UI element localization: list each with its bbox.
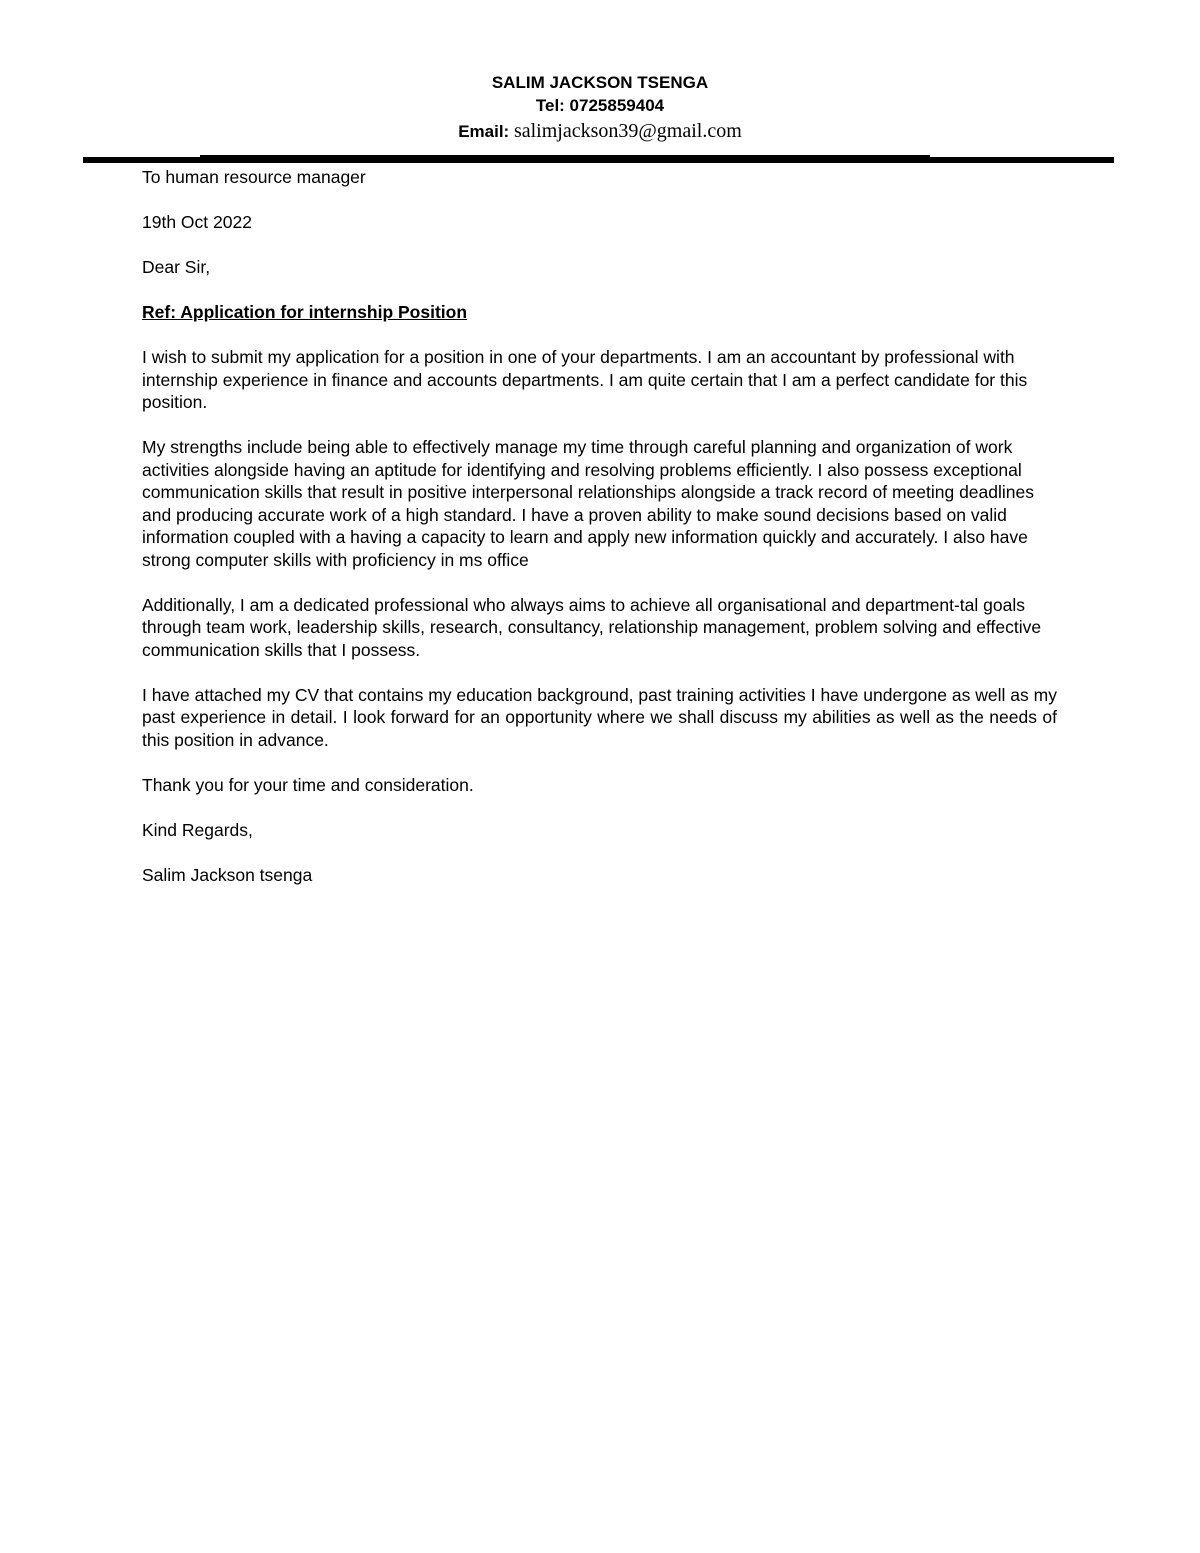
salutation: Dear Sir,	[142, 257, 211, 277]
letterhead-rule	[83, 157, 1114, 163]
signature-line: Salim Jackson tsenga	[142, 864, 313, 885]
letterhead-email	[0, 118, 1200, 145]
subject-line: Ref: Application for internship Position	[142, 302, 468, 322]
email-label: Email:	[458, 122, 510, 141]
paragraph-additionally: Additionally, I am a dedicated professional who always aims to achieve all organisational and department-tal goals through team work, leadership skills, research, consultancy, relationship management, problem solving and effective communication skills that I possess.	[142, 594, 1042, 660]
closing-line: Kind Regards,	[142, 819, 253, 840]
letterhead-tel: Tel: 0725859404	[535, 96, 665, 115]
recipient-line: To human resource manager	[142, 167, 366, 187]
letterhead-name: SALIM JACKSON TSENGA	[491, 73, 709, 92]
paragraph-strengths: My strengths include being able to effectively manage my time through careful planning and organization of work activities alongside having an aptitude for identifying and resolving problems efficiently. I also possess exceptional communication skills that result in positive interpersonal relationships alongside a track record of meeting deadlines and producing accurate work of a high standard. I have a proven ability to make sound decisions based on valid information coupled with a having a capacity to learn and apply new information quickly and accurately. I also have strong computer skills with proficiency in ms office	[142, 437, 1034, 570]
letter-date: 19th Oct 2022	[142, 212, 252, 232]
thanks-line: Thank you for your time and consideration.	[142, 774, 474, 795]
email-value: salimjackson39@gmail.com	[513, 120, 742, 142]
paragraph-intro: I wish to submit my application for a position in one of your departments. I am an accountant by professional with internship experience in finance and accounts departments. I am quite certain that I am a perfect candidate for this position.	[142, 347, 1028, 412]
letter-body	[142, 166, 1057, 909]
paragraph-attachment: I have attached my CV that contains my education background, past training activities I have undergone as well as my past experience in detail. I look forward for an opportunity where we shall discuss my abilities as well as the needs of this position in advance.	[142, 684, 1057, 750]
